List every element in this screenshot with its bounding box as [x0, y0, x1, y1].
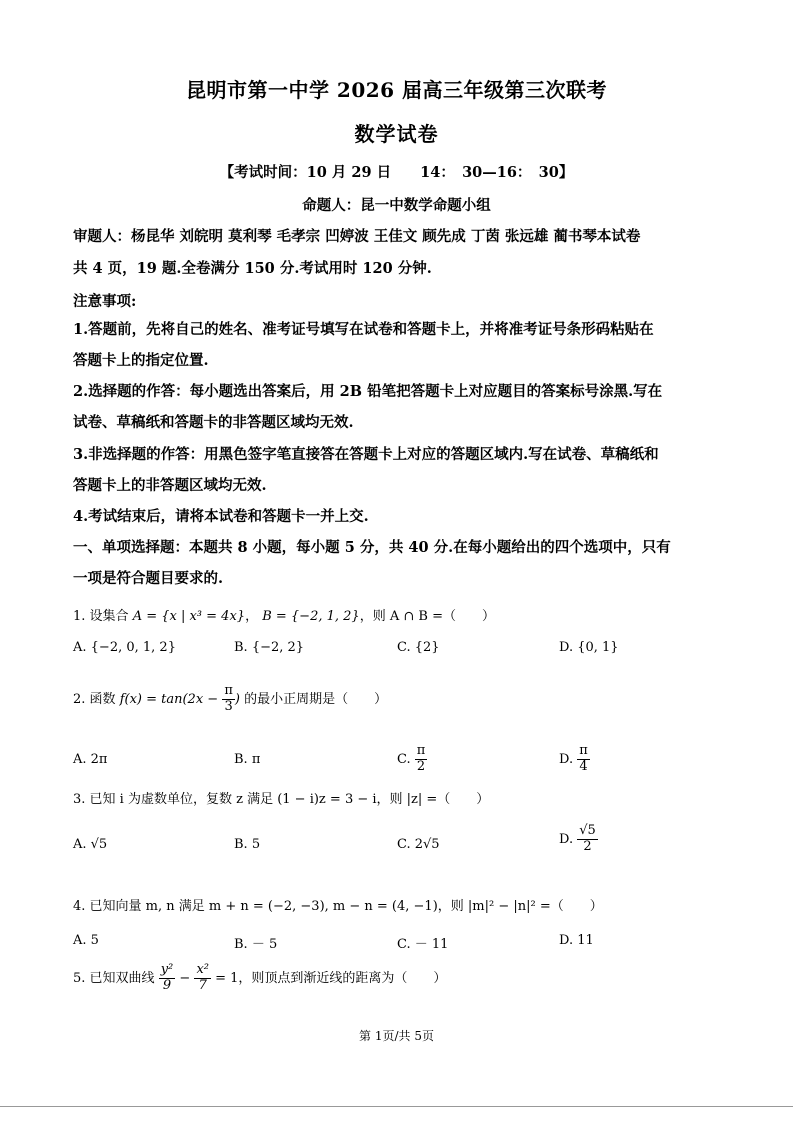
- q2-option-b: B. π: [234, 752, 261, 767]
- note-1-line1: 1.答题前，先将自己的姓名、准考证号填写在试卷和答题卡上，并将准考证号条形码粘贴在: [73, 321, 654, 338]
- q4-option-c: C. － 11: [397, 937, 449, 952]
- q3-option-b: B. 5: [234, 837, 261, 852]
- q2-option-c: [397, 744, 427, 775]
- q5-term1: [159, 963, 176, 994]
- q1-set-b: B = {−2, 1, 2}: [262, 609, 360, 624]
- note-1-line2: 答题卡上的指定位置.: [73, 352, 209, 369]
- q2-frac-den: 3: [224, 698, 233, 714]
- q2-frac-num: π: [224, 683, 233, 698]
- q3-option-c: C. 2√5: [397, 837, 440, 852]
- q3-option-a: A. √5: [73, 837, 108, 852]
- q3-option-d-label: D.: [559, 831, 574, 847]
- author-line: 命题人：昆一中数学命题小组: [302, 197, 491, 214]
- section1-line1: 一、单项选择题：本题共 8 小题，每小题 5 分，共 40 分.在每小题给出的四个选项中，只有: [73, 539, 671, 556]
- q5-term2: [194, 963, 211, 994]
- q2d-den: 4: [579, 758, 588, 774]
- q4-option-d: D. 11: [559, 933, 594, 948]
- q1-option-b: B. {−2, 2}: [234, 640, 305, 655]
- note-3-line1: 3.非选择题的作答：用黑色签字笔直接答在答题卡上对应的答题区域内.写在试卷、草稿纸和: [73, 446, 659, 463]
- question-2-stem: [73, 684, 387, 715]
- exam-time: 【考试时间：10 月 29 日 14： 30—16： 30】: [219, 164, 574, 181]
- q2d-num: π: [579, 743, 588, 758]
- bottom-divider: [0, 1106, 793, 1107]
- q1-set-a: A = {x | x³ = 4x}: [132, 609, 246, 624]
- q4-option-b: B. － 5: [234, 937, 278, 952]
- q2-suffix: 的最小正周期是（ ）: [244, 691, 388, 707]
- q1-option-a: A. {−2, 0, 1, 2}: [73, 640, 176, 655]
- q2-option-c-frac: [415, 744, 428, 775]
- q5-t1-num: y²: [160, 962, 174, 977]
- q1-option-c: C. {2}: [397, 640, 440, 655]
- q5-suffix: ，则顶点到渐近线的距离为（ ）: [238, 970, 447, 986]
- note-2-line2: 试卷、草稿纸和答题卡的非答题区域均无效.: [73, 414, 354, 431]
- q2-option-d-frac: [577, 744, 590, 775]
- q3d-den: 2: [583, 838, 592, 854]
- reviewers-line: 审题人：杨昆华 刘皖明 莫利琴 毛孝宗 凹婷波 王佳文 顾先成 丁茵 张远雄 蔺书琴本试卷: [73, 228, 641, 245]
- section1-line2: 一项是符合题目要求的.: [73, 570, 224, 587]
- q2c-num: π: [416, 743, 426, 758]
- q5-t2-num: x²: [196, 962, 209, 977]
- q2-option-d: [559, 744, 590, 775]
- q5-t2-den: 7: [198, 977, 207, 993]
- q2-expr-close: ): [234, 691, 240, 707]
- question-5-stem: [73, 963, 446, 994]
- page-footer: 第 1页/共 5页: [359, 1029, 434, 1043]
- q3-option-d: [559, 824, 598, 855]
- question-1-stem: 1. 设集合 A = {x | x³ = 4x}， B = {−2, 1, 2}，则 A ∩ B =（ ）: [73, 609, 495, 624]
- q2-option-d-label: D.: [559, 751, 574, 767]
- q3-option-d-frac: [577, 824, 598, 855]
- summary-line: 共 4 页，19 题.全卷满分 150 分.考试用时 120 分钟.: [73, 260, 432, 277]
- q5-eq: = 1: [215, 970, 239, 986]
- question-3-stem: 3. 已知 i 为虚数单位，复数 z 满足 (1 − i)z = 3 − i，则 |z| =（ ）: [73, 792, 490, 807]
- note-2-line1: 2.选择题的作答：每小题选出答案后，用 2B 铅笔把答题卡上对应题目的答案标号涂黑.写在: [73, 383, 663, 400]
- q2-option-a: A. 2π: [73, 752, 108, 767]
- q2c-den: 2: [416, 758, 426, 774]
- question-4-stem: 4. 已知向量 m, n 满足 m + n = (−2, −3), m − n = (4, −1)，则 |m|² − |n|² =（ ）: [73, 899, 603, 914]
- q2-prefix: 2. 函数: [73, 691, 116, 707]
- q2-fraction: [222, 684, 235, 715]
- q1-option-d: D. {0, 1}: [559, 640, 619, 655]
- q4-option-a: A. 5: [73, 933, 99, 948]
- note-4-line1: 4.考试结束后，请将本试卷和答题卡一并上交.: [73, 508, 369, 525]
- q5-minus: −: [179, 970, 191, 986]
- q3d-num: √5: [579, 823, 596, 838]
- notes-heading: 注意事项:: [73, 293, 137, 310]
- note-3-line2: 答题卡上的非答题区域均无效.: [73, 477, 267, 494]
- q5-prefix: 5. 已知双曲线: [73, 970, 155, 986]
- q2-option-c-label: C.: [397, 751, 411, 767]
- exam-subtitle: 数学试卷: [354, 122, 439, 146]
- exam-title: 昆明市第一中学 2026 届高三年级第三次联考: [185, 78, 608, 102]
- q5-t1-den: 9: [162, 977, 172, 993]
- q1-prefix: 1. 设集合: [73, 609, 129, 624]
- q2-expr: f(x) = tan(2x −: [119, 691, 223, 707]
- q1-suffix: ，则 A ∩ B =（ ）: [359, 609, 495, 624]
